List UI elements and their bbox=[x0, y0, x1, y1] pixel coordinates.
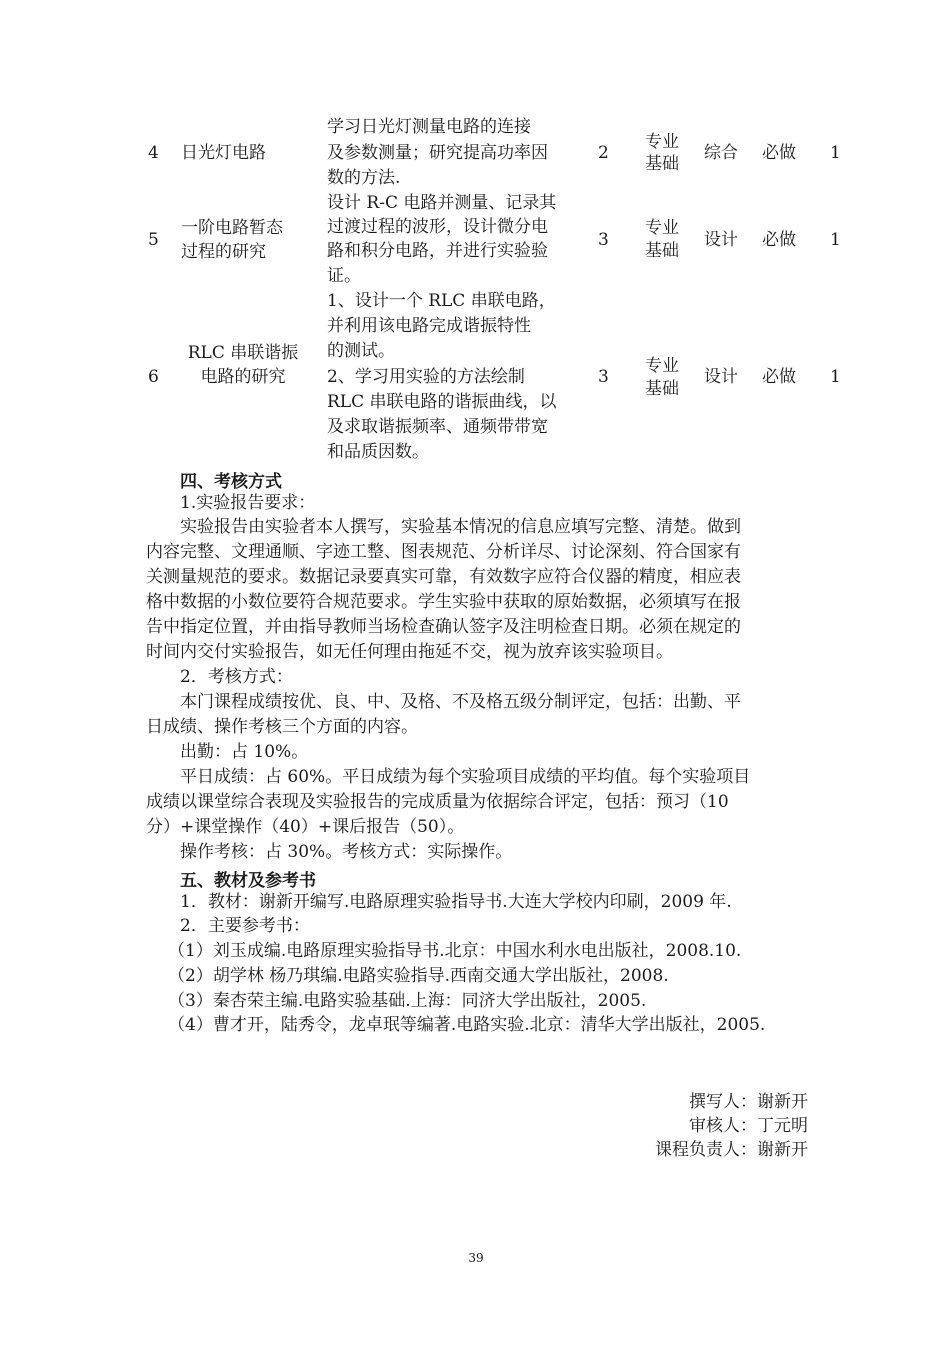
operation-line: 操作考核：占 30%。考核方式：实际操作。 bbox=[180, 842, 513, 862]
experiment-nature: 设计 bbox=[704, 367, 738, 387]
reference-item: （1）刘玉成编.电路原理实验指导书.北京：中国水利水电出版社，2008.10. bbox=[168, 941, 742, 961]
subheading: 1.实验报告要求： bbox=[180, 493, 316, 513]
experiment-type-line: 基础 bbox=[645, 154, 679, 174]
paragraph-line: 时间内交付实验报告，如无任何理由拖延不交，视为放弃该实验项目。 bbox=[146, 642, 673, 662]
experiment-content-line: 数的方法. bbox=[327, 168, 401, 188]
experiment-content-line: RLC 串联电路的谐振曲线，以 bbox=[327, 392, 557, 412]
author-signature: 撰写人：谢新开 bbox=[689, 1092, 808, 1112]
paragraph-line: 关测量规范的要求。数据记录要真实可靠，有效数字应符合仪器的精度，相应表 bbox=[146, 567, 741, 587]
experiment-name: RLC 串联谐振 bbox=[187, 343, 299, 363]
reviewer-signature: 审核人：丁元明 bbox=[689, 1116, 808, 1136]
experiment-content-line: 并利用该电路完成谐振特性 bbox=[327, 316, 531, 336]
experiment-content-line: 及参数测量；研究提高功率因 bbox=[327, 143, 548, 163]
paragraph-line: 分）+课堂操作（40）+课后报告（50）。 bbox=[146, 817, 465, 837]
row-number: 5 bbox=[148, 230, 159, 250]
experiment-name: 日光灯电路 bbox=[181, 143, 266, 163]
experiment-type-line: 专业 bbox=[645, 132, 679, 152]
paragraph-line: 告中指定位置，并由指导教师当场检查确认签字及注明检查日期。必须在规定的 bbox=[146, 617, 741, 637]
experiment-hours: 3 bbox=[598, 230, 609, 250]
experiment-nature: 综合 bbox=[704, 143, 738, 163]
experiment-groups: 1 bbox=[830, 143, 841, 163]
subheading: 2．主要参考书： bbox=[180, 916, 310, 936]
experiment-hours: 2 bbox=[598, 143, 609, 163]
experiment-type-line: 专业 bbox=[645, 218, 679, 238]
experiment-groups: 1 bbox=[830, 230, 841, 250]
page-number: 39 bbox=[468, 1251, 484, 1265]
paragraph-line: 本门课程成绩按优、良、中、及格、不及格五级分制评定，包括：出勤、平 bbox=[180, 692, 741, 712]
paragraph-line: 实验报告由实验者本人撰写，实验基本情况的信息应填写完整、清楚。做到 bbox=[180, 517, 741, 537]
row-number: 6 bbox=[148, 367, 159, 387]
experiment-type-line: 基础 bbox=[645, 241, 679, 261]
experiment-content-line: 2、学习用实验的方法绘制 bbox=[327, 367, 525, 387]
course-owner-signature: 课程负责人：谢新开 bbox=[655, 1140, 808, 1160]
experiment-type-line: 专业 bbox=[645, 356, 679, 376]
experiment-requirement: 必做 bbox=[762, 367, 796, 387]
subheading: 2．考核方式： bbox=[180, 667, 293, 687]
paragraph-line: 格中数据的小数位要符合规范要求。学生实验中获取的原始数据，必须填写在报 bbox=[146, 592, 741, 612]
experiment-groups: 1 bbox=[830, 367, 841, 387]
experiment-content-line: 和品质因数。 bbox=[327, 442, 429, 462]
paragraph-line: 成绩以课堂综合表现及实验报告的完成质量为依据综合评定，包括：预习（10 bbox=[146, 792, 729, 812]
reference-item: （3）秦杏荣主编.电路实验基础.上海：同济大学出版社，2005. bbox=[168, 991, 647, 1011]
experiment-hours: 3 bbox=[598, 367, 609, 387]
experiment-name: 一阶电路暂态 bbox=[181, 218, 283, 238]
experiment-content-line: 路和积分电路，并进行实验验 bbox=[327, 241, 548, 261]
experiment-type-line: 基础 bbox=[645, 379, 679, 399]
experiment-name: 电路的研究 bbox=[200, 367, 286, 387]
experiment-name: 过程的研究 bbox=[181, 242, 266, 262]
experiment-content-line: 证。 bbox=[327, 266, 361, 286]
experiment-nature: 设计 bbox=[704, 230, 738, 250]
attendance-line: 出勤：占 10%。 bbox=[180, 742, 309, 762]
section-heading: 五、教材及参考书 bbox=[180, 871, 316, 891]
paragraph-line: 内容完整、文理通顺、字迹工整、图表规范、分析详尽、讨论深刻、符合国家有 bbox=[146, 542, 741, 562]
experiment-content-line: 学习日光灯测量电路的连接 bbox=[327, 117, 531, 137]
experiment-content-line: 设计 R-C 电路并测量、记录其 bbox=[327, 193, 557, 213]
paragraph-line: 日成绩、操作考核三个方面的内容。 bbox=[146, 717, 418, 737]
experiment-requirement: 必做 bbox=[762, 143, 796, 163]
paragraph-line: 平日成绩：占 60%。平日成绩为每个实验项目成绩的平均值。每个实验项目 bbox=[180, 767, 751, 787]
experiment-content-line: 过渡过程的波形，设计微分电 bbox=[327, 217, 548, 237]
experiment-content-line: 的测试。 bbox=[327, 341, 395, 361]
experiment-content-line: 1、设计一个 RLC 串联电路， bbox=[327, 291, 556, 311]
reference-item: （4）曹才开，陆秀令，龙卓珉等编著.电路实验.北京：清华大学出版社，2005. bbox=[168, 1015, 766, 1035]
section-heading: 四、考核方式 bbox=[180, 472, 282, 492]
row-number: 4 bbox=[148, 143, 159, 163]
experiment-content-line: 及求取谐振频率、通频带带宽 bbox=[327, 417, 548, 437]
reference-item: （2）胡学林 杨乃琪编.电路实验指导.西南交通大学出版社，2008. bbox=[168, 966, 669, 986]
experiment-requirement: 必做 bbox=[762, 230, 796, 250]
textbook-line: 1．教材：谢新开编写.电路原理实验指导书.大连大学校内印刷，2009 年. bbox=[180, 892, 732, 912]
